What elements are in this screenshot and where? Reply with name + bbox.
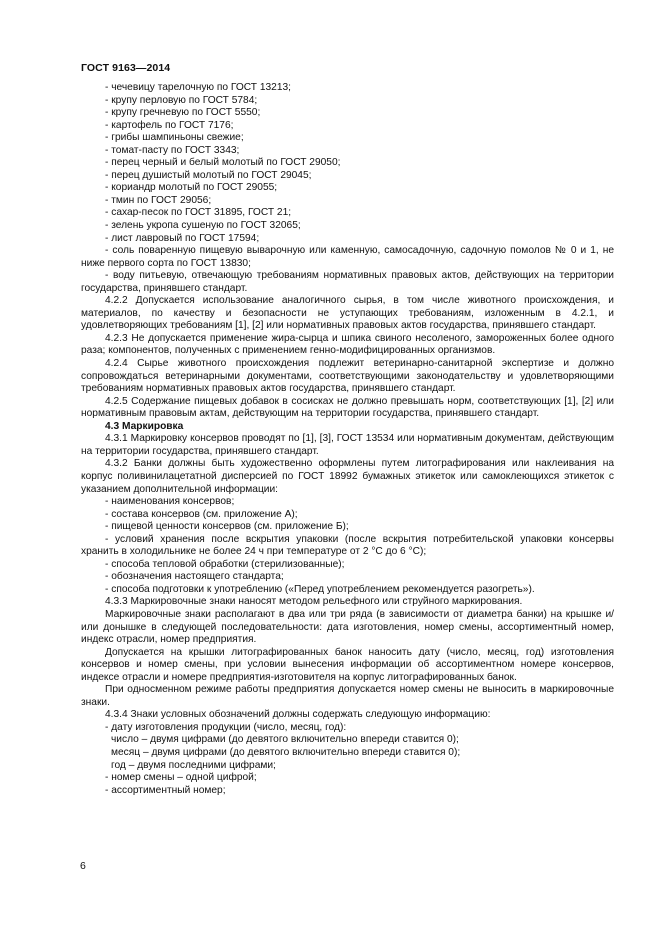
list-item: - картофель по ГОСТ 7176; — [105, 119, 234, 131]
sub-list-item: месяц – двумя цифрами (до девятого включительно впереди ставится 0); — [111, 746, 461, 758]
paragraph-4-2-5: 4.2.5 Содержание пищевых добавок в сосисках не должно превышать норм, соответствующих [1], [2] или нормативным правовым актам, действующим на территории государства, принявшего стандарт. — [81, 395, 614, 420]
list-item: - лист лавровый по ГОСТ 17594; — [105, 232, 260, 244]
list-item-water: - воду питьевую, отвечающую требованиям нормативных правовых актов, действующих на территории государства, принявшего стандарт. — [81, 270, 614, 294]
list-item: - перец душистый молотый по ГОСТ 29045; — [105, 169, 312, 181]
list-item: - томат-пасту по ГОСТ 3343; — [105, 144, 240, 156]
paragraph-marking-rows: Маркировочные знаки располагают в два или три ряда (в зависимости от диаметра банки) на крышке и/или донышке в следующей последовательности: дата изготовления, номер смены, ассортиментный номер, индекс отрасли, номер предприятия. — [81, 608, 614, 646]
list-item: - зелень укропа сушеную по ГОСТ 32065; — [105, 220, 301, 232]
list-item-date: - дату изготовления продукции (число, месяц, год): — [105, 721, 347, 733]
page-content — [81, 82, 614, 797]
list-item-storage: - условий хранения после вскрытия упаковки (после вскрытия потребительской упаковки консервы хранить в холодильнике не более 24 ч при температуре от 2 °С до 6 °С); — [81, 533, 614, 558]
list-item: - тмин по ГОСТ 29056; — [105, 194, 212, 206]
paragraph-4-3-1: 4.3.1 Маркировку консервов проводят по [1], [3], ГОСТ 13534 или нормативным документам, действующим на территории государства, принявшего стандарт. — [81, 433, 614, 457]
list-item: - крупу гречневую по ГОСТ 5550; — [105, 107, 261, 119]
list-item: - пищевой ценности консервов (см. приложение Б); — [105, 521, 349, 533]
paragraph-4-3-4: 4.3.4 Знаки условных обозначений должны содержать следующую информацию: — [105, 709, 491, 721]
document-header: ГОСТ 9163—2014 — [81, 62, 171, 74]
list-item: - состава консервов (см. приложение А); — [105, 508, 298, 520]
list-item: - способа тепловой обработки (стерилизованные); — [105, 558, 345, 570]
sub-list-item: год – двумя последними цифрами; — [111, 759, 276, 771]
list-item: - сахар-песок по ГОСТ 31895, ГОСТ 21; — [105, 207, 292, 219]
paragraph-lithographed-cans: Допускается на крышки литографированных банок наносить дату (число, месяц, год) изготовления консервов и номер смены, при условии вынесения информации об ассортиментном номере консервов, индексе отрасли и номере предприятия-изготовителя на корпус литографированных банок. — [81, 646, 614, 683]
sub-list-item: число – двумя цифрами (до девятого включительно впереди ставится 0); — [111, 734, 459, 746]
list-item: - крупу перловую по ГОСТ 5784; — [105, 94, 258, 106]
paragraph-4-2-2: 4.2.2 Допускается использование аналогичного сырья, в том числе животного происхождения, и материалов, по качеству и безопасности не уступающих требованиям, изложенным в 4.2.1, и удовлетворяющих требованиям [1], [2] или нормативных правовых актов государства, принявшего стандарт. — [81, 295, 614, 332]
paragraph-4-2-4: 4.2.4 Сырье животного происхождения подлежит ветеринарно-санитарной экспертизе и должно сопровождаться ветеринарными документами, соответствующими законодательству и удовлетворяющими требованиям нормативных правовых актов государства, принявшего стандарт. — [81, 358, 614, 395]
paragraph-single-shift: При односменном режиме работы предприятия допускается номер смены не выносить в маркировочные знаки. — [81, 684, 614, 708]
list-item: - ассортиментный номер; — [105, 784, 226, 796]
list-item-salt: - соль поваренную пищевую выварочную или каменную, самосадочную, садочную помолов № 0 и 1, не ниже первого сорта по ГОСТ 13830; — [81, 245, 614, 269]
list-item: - перец черный и белый молотый по ГОСТ 29050; — [105, 157, 341, 169]
list-item: - обозначения настоящего стандарта; — [105, 571, 284, 583]
list-item: - кориандр молотый по ГОСТ 29055; — [105, 182, 278, 194]
list-item: - чечевицу тарелочную по ГОСТ 13213; — [105, 82, 292, 93]
paragraph-4-3-3: 4.3.3 Маркировочные знаки наносят методом рельефного или струйного маркирования. — [105, 596, 523, 608]
list-item: - грибы шампиньоны свежие; — [105, 132, 244, 144]
list-item: - наименования консервов; — [105, 496, 235, 508]
list-item: - способа подготовки к употреблению («Перед употреблением рекомендуется разогреть»). — [105, 583, 535, 595]
paragraph-4-3-2: 4.3.2 Банки должны быть художественно оформлены путем литографирования или наклеивания на корпус поливинилацетатной дисперсией по ГОСТ 18992 бумажных этикеток или самоклеющихся этикеток с указанием дополнительной информации: — [81, 458, 614, 495]
list-item: - номер смены – одной цифрой; — [105, 772, 257, 784]
section-heading-4-3: 4.3 Маркировка — [105, 420, 184, 432]
paragraph-4-2-3: 4.2.3 Не допускается применение жира-сырца и шпика свиного несоленого, замороженных более одного раза; компонентов, полученных с применением генно-модифицированных организмов. — [81, 332, 614, 357]
page-number: 6 — [80, 860, 86, 872]
